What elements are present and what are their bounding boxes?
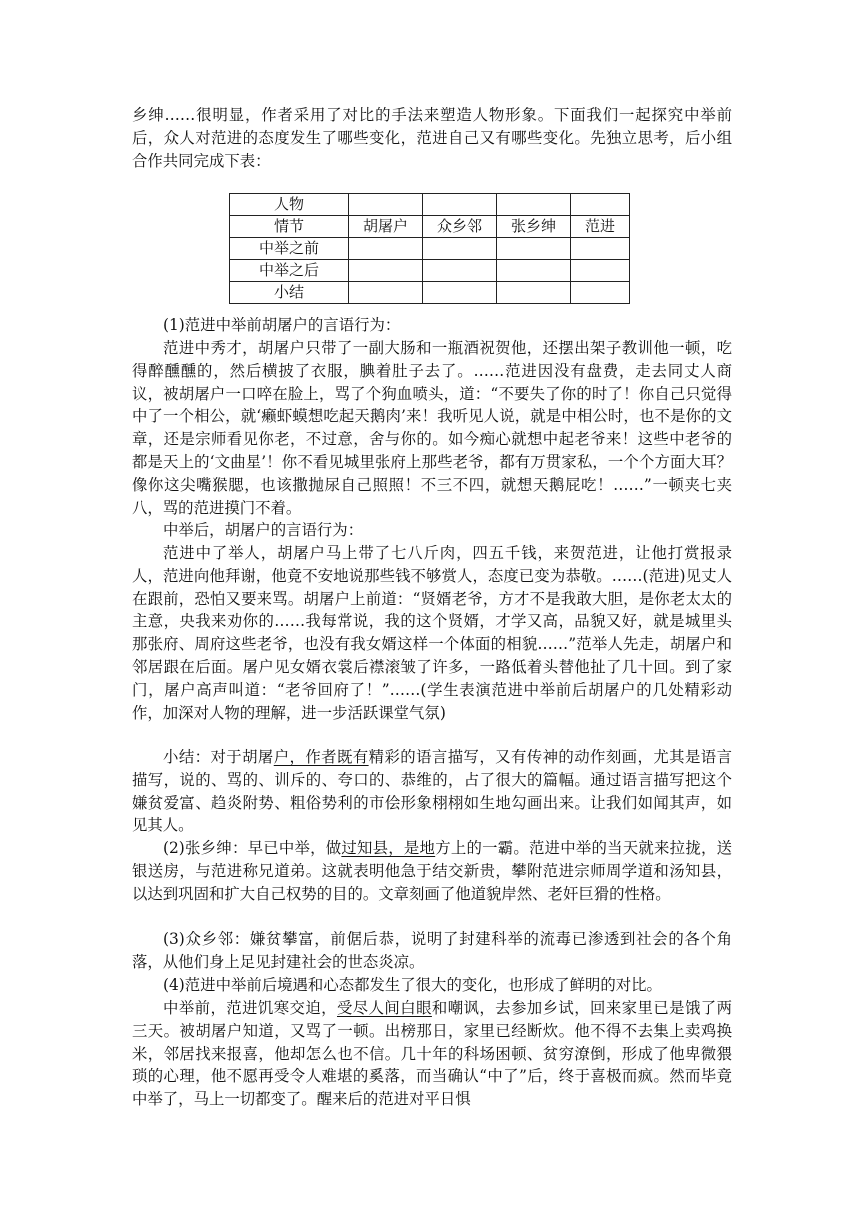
table-empty-cell (571, 238, 630, 260)
table-empty-cell (571, 194, 630, 216)
summary-text: 精彩的语言描写，又有传神的动作刻画，尤其是语言描写，说的、骂的、训斥的、夸口的、恭维的，占了很大的篇幅。通过语言描写把这个嫌贫爱富、趋炎附势、粗俗势利的市侩形象栩栩如生地勾画出来。让我们如闻其声，如见其人。 (132, 748, 732, 835)
table-empty-cell (571, 260, 630, 282)
paragraph-text: 和嘲讽，去参加乡试，回来家里已是饿了两三天。被胡屠户知道，又骂了一顿。出榜那日，家里已经断炊。他不得不去集上卖鸡换米，邻居找来报喜，他却怎么也不信。几十年的科场困顿、贫穷潦倒，形成了他卑微猥琐的心理，他不愿再受令人难堪的奚落，而当确认“中了”后，终于喜极而疯。然而毕竟中举了，马上一切都变了。醒来后的范进对平日惧 (132, 999, 732, 1109)
table-empty-cell (349, 260, 423, 282)
table-empty-cell (423, 238, 497, 260)
body-paragraph: (3)众乡邻：嫌贫攀富，前倨后恭，说明了封建科举的流毒已渗透到社会的各个角落，从他们身上足见封建社会的世态炎凉。 (132, 930, 732, 971)
section-heading: (1)范进中举前胡屠户的言语行为： (163, 316, 401, 334)
table-empty-cell (497, 260, 571, 282)
table-header-row (230, 216, 630, 238)
table-row (230, 238, 630, 260)
summary-text: 小结：对于胡屠 (163, 748, 274, 766)
body-paragraph (132, 837, 732, 905)
table-row (230, 282, 630, 304)
body-paragraph: 范进中秀才，胡屠户只带了一副大肠和一瓶酒祝贺他，还摆出架子教训他一顿，吃得醉醺醺的，然后横披了衣服，腆着肚子去了。……范进因没有盘费，走去同丈人商议，被胡屠户一口啐在脸上，骂了个狗血喷头，道：“不要失了你的时了！你自己只觉得中了一个相公，就‘癞虾蟆想吃起天鹅肉’来！我听见人说，就是中相公时，也不是你的文章，还是宗师看见你老，不过意，舍与你的。如今痴心就想中起老爷来！这些中老爷的都是天上的‘文曲星’！你不看见城里张府上那些老爷，都有万贯家私，一个个方面大耳？像你这尖嘴猴腮，也该撒抛尿自己照照！不三不四，就想天鹅屁吃！……”一顿夹七夹八，骂的范进摸门不着。 (132, 339, 732, 517)
table-row (230, 260, 630, 282)
table-column-header: 众乡邻 (423, 216, 497, 238)
underlined-text: 户，作者既有 (273, 748, 369, 766)
table-empty-cell (349, 282, 423, 304)
table-empty-cell (423, 282, 497, 304)
paragraph-text: (2)张乡绅：早已中举，做 (163, 839, 342, 857)
paragraph-text: 方上的一霸。范进中举的当天就来拉拢，送银送房，与范进称兄道弟。这就表明他急于结交新贵，攀附范进宗师周学道和汤知县，以达到巩固和扩大自己权势的目的。文章刻画了他道貌岸然、老奸巨猾的性格。 (132, 839, 732, 903)
table-corner-top: 人物 (230, 194, 349, 216)
table-row-header: 小结 (230, 282, 349, 304)
body-paragraph: (4)范进中举前后境遇和心态都发生了很大的变化，也形成了鲜明的对比。 (163, 976, 662, 994)
summary-paragraph (132, 746, 732, 837)
table-empty-cell (497, 238, 571, 260)
table-empty-cell (423, 194, 497, 216)
table-row-header: 中举之后 (230, 260, 349, 282)
comparison-table (229, 193, 630, 304)
body-paragraph (132, 997, 732, 1111)
table-corner-bottom: 情节 (230, 216, 349, 238)
table-column-header: 范进 (571, 216, 630, 238)
section-heading: 中举后，胡屠户的言语行为： (163, 521, 364, 539)
table-row-header: 中举之前 (230, 238, 349, 260)
table-column-header: 胡屠户 (349, 216, 423, 238)
table-empty-cell (349, 194, 423, 216)
table-empty-cell (423, 260, 497, 282)
table-empty-cell (497, 194, 571, 216)
intro-paragraph: 乡绅……很明显，作者采用了对比的手法来塑造人物形象。下面我们一起探究中举前后，众人对范进的态度发生了哪些变化，范进自己又有哪些变化。先独立思考，后小组合作共同完成下表： (132, 106, 732, 170)
underlined-text: 受尽人间白眼 (336, 999, 432, 1017)
table-empty-cell (571, 282, 630, 304)
paragraph-text: 中举前，范进饥寒交迫， (163, 999, 337, 1017)
table-column-header: 张乡绅 (497, 216, 571, 238)
underlined-text: 过知县，是地 (341, 839, 436, 857)
table-header-row (230, 194, 630, 216)
table-empty-cell (349, 238, 423, 260)
body-paragraph: 范进中了举人，胡屠户马上带了七八斤肉，四五千钱，来贺范进，让他打赏报录人，范进向他拜谢，他竟不安地说那些钱不够赏人，态度已变为恭敬。……(范进)见丈人在跟前，恐怕又要来骂。胡屠户上前道：“贤婿老爷，方才不是我敢大胆，是你老太太的主意，央我来劝你的……我每常说，我的这个贤婿，才学又高，品貌又好，就是城里头那张府、周府这些老爷，也没有我女婿这样一个体面的相貌……”范举人先走，胡屠户和邻居跟在后面。屠户见女婿衣裳后襟滚皱了许多，一路低着头替他扯了几十回。到了家门，屠户高声叫道：“老爷回府了！”……(学生表演范进中举前后胡屠户的几处精彩动作，加深对人物的理解，进一步活跃课堂气氛) (132, 544, 732, 722)
table-empty-cell (497, 282, 571, 304)
